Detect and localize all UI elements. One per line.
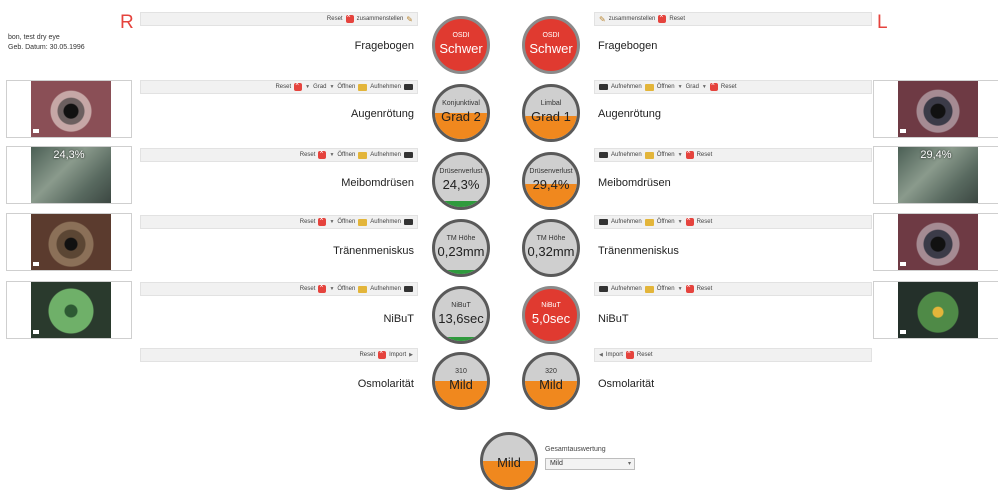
reset-icon[interactable]: [294, 83, 302, 91]
right-nibut-thumbnail[interactable]: [6, 281, 132, 339]
right-osmolarity-gauge[interactable]: [432, 352, 490, 410]
gauge-value: Schwer: [529, 41, 573, 56]
reset-link[interactable]: Reset: [669, 16, 686, 22]
left-meniscus-toolbar: [594, 215, 872, 229]
right-questionnaire-toolbar: [140, 12, 418, 26]
folder-icon[interactable]: [358, 219, 367, 226]
left-meniscus-gauge[interactable]: [522, 219, 580, 277]
open-link[interactable]: Öffnen: [656, 286, 675, 292]
left-meniscus-thumbnail[interactable]: [873, 213, 998, 271]
left-meibo-thumbnail[interactable]: [873, 146, 998, 204]
folder-icon[interactable]: [645, 286, 654, 293]
patient-name: bon, test dry eye: [8, 34, 60, 41]
capture-link[interactable]: Aufnehmen: [370, 84, 401, 90]
gauge-caption: TM Höhe: [446, 235, 476, 242]
reset-link[interactable]: Reset: [696, 152, 713, 158]
reset-icon[interactable]: [658, 15, 666, 23]
dropdown-icon[interactable]: ▼: [677, 152, 683, 158]
capture-link[interactable]: Aufnehmen: [370, 286, 401, 292]
arrow-right-icon[interactable]: ▶: [409, 352, 413, 358]
right-osmolarity-toolbar: [140, 348, 418, 362]
left-meibo-toolbar: [594, 148, 872, 162]
import-link[interactable]: Import: [389, 352, 407, 358]
row-label-meibo-left: Meibomdrüsen: [598, 177, 671, 189]
open-link[interactable]: Öffnen: [337, 84, 356, 90]
reset-link[interactable]: Reset: [636, 352, 653, 358]
gauge-value: 0,32mm: [527, 244, 575, 259]
right-eye-label: R: [120, 12, 134, 33]
gauge-caption: TM Höhe: [536, 235, 566, 242]
right-meniscus-toolbar: [140, 215, 418, 229]
open-link[interactable]: Öffnen: [337, 152, 356, 158]
row-label-osmolarity-right: Osmolarität: [357, 378, 414, 390]
row-label-meniscus-right: Tränenmeniskus: [333, 245, 414, 257]
row-label-meniscus-left: Tränenmeniskus: [598, 245, 679, 257]
row-label-nibut-left: NiBuT: [598, 313, 629, 325]
capture-link[interactable]: Aufnehmen: [611, 219, 642, 225]
reset-icon[interactable]: [378, 351, 386, 359]
overall-select-value: Mild: [550, 460, 563, 467]
right-redness-gauge[interactable]: [432, 84, 490, 142]
row-label-nibut-right: NiBuT: [383, 313, 414, 325]
gauge-value: 0,23mm: [437, 244, 485, 259]
gauge-fill: [435, 201, 487, 207]
gauge-value: Mild: [497, 455, 521, 470]
left-meibo-gauge[interactable]: [522, 152, 580, 210]
reset-link[interactable]: Reset: [326, 16, 343, 22]
gauge-value: Schwer: [439, 41, 483, 56]
chevron-down-icon: ▾: [627, 461, 631, 467]
folder-icon[interactable]: [358, 152, 367, 159]
gauge-caption: Limbal: [540, 100, 562, 107]
gauge-value: Mild: [539, 377, 563, 392]
compose-link[interactable]: zusammenstellen: [356, 16, 404, 22]
camera-icon[interactable]: [404, 286, 413, 292]
capture-link[interactable]: Aufnehmen: [611, 286, 642, 292]
reset-icon[interactable]: [318, 151, 326, 159]
left-redness-thumbnail[interactable]: [873, 80, 998, 138]
left-redness-gauge[interactable]: [522, 84, 580, 142]
reset-icon[interactable]: [710, 83, 718, 91]
gauge-value: Grad 1: [531, 109, 571, 124]
folder-icon[interactable]: [645, 152, 654, 159]
patient-birthdate: Geb. Datum: 30.05.1996: [8, 44, 85, 51]
row-label-questionnaire-left: Fragebogen: [598, 40, 658, 52]
gauge-fill: [435, 270, 487, 274]
dropdown-icon[interactable]: ▼: [329, 286, 335, 292]
capture-link[interactable]: Aufnehmen: [370, 219, 401, 225]
camera-icon[interactable]: [404, 219, 413, 225]
overall-gauge[interactable]: [480, 432, 538, 490]
dropdown-icon[interactable]: ▼: [329, 84, 335, 90]
open-link[interactable]: Öffnen: [337, 219, 356, 225]
camera-icon[interactable]: [404, 84, 413, 90]
gauge-caption: 320: [545, 368, 557, 375]
left-nibut-toolbar: [594, 282, 872, 296]
camera-icon[interactable]: [599, 84, 608, 90]
left-eye-label: L: [877, 12, 888, 33]
right-meibo-toolbar: [140, 148, 418, 162]
reset-link[interactable]: Reset: [696, 286, 713, 292]
right-osdi-gauge[interactable]: [432, 16, 490, 74]
row-label-redness-left: Augenrötung: [598, 108, 661, 120]
gauge-value: 29,4%: [532, 177, 570, 192]
capture-link[interactable]: Aufnehmen: [611, 84, 642, 90]
grade-link[interactable]: Grad: [685, 84, 699, 90]
right-nibut-toolbar: [140, 282, 418, 296]
camera-icon[interactable]: [599, 286, 608, 292]
reset-icon[interactable]: [686, 285, 694, 293]
left-meibo-badge: 29,4%: [920, 149, 952, 161]
folder-icon[interactable]: [645, 84, 654, 91]
left-redness-toolbar: [594, 80, 872, 94]
dropdown-icon[interactable]: ▼: [701, 84, 707, 90]
gauge-caption: Drüsenverlust: [439, 168, 483, 175]
open-link[interactable]: Öffnen: [656, 219, 675, 225]
camera-icon[interactable]: [599, 152, 608, 158]
row-label-redness-right: Augenrötung: [351, 108, 414, 120]
left-osmolarity-gauge[interactable]: [522, 352, 580, 410]
left-nibut-thumbnail[interactable]: [873, 281, 998, 339]
dropdown-icon[interactable]: ▼: [329, 152, 335, 158]
gauge-caption: 310: [455, 368, 467, 375]
right-redness-thumbnail[interactable]: [6, 80, 132, 138]
arrow-left-icon[interactable]: ◀: [599, 352, 603, 358]
right-nibut-gauge[interactable]: [432, 286, 490, 344]
grade-link[interactable]: Grad: [313, 84, 327, 90]
gauge-caption: Konjunktival: [442, 100, 480, 107]
reset-icon[interactable]: [626, 351, 634, 359]
camera-icon[interactable]: [404, 152, 413, 158]
row-label-questionnaire-right: Fragebogen: [354, 40, 414, 52]
folder-icon[interactable]: [358, 84, 367, 91]
folder-icon[interactable]: [358, 286, 367, 293]
reset-link[interactable]: Reset: [299, 219, 316, 225]
gauge-value: 13,6sec: [438, 311, 484, 326]
open-link[interactable]: Öffnen: [656, 84, 675, 90]
left-osdi-gauge[interactable]: [522, 16, 580, 74]
reset-icon[interactable]: [686, 151, 694, 159]
reset-icon[interactable]: [686, 218, 694, 226]
overall-select[interactable]: [545, 458, 635, 470]
reset-link[interactable]: Reset: [275, 84, 292, 90]
right-redness-toolbar: [140, 80, 418, 94]
gauge-value: Mild: [449, 377, 473, 392]
open-link[interactable]: Öffnen: [656, 152, 675, 158]
left-osmolarity-toolbar: [594, 348, 872, 362]
gauge-caption: Drüsenverlust: [529, 168, 573, 175]
left-questionnaire-toolbar: [594, 12, 872, 26]
dropdown-icon[interactable]: ▼: [305, 84, 311, 90]
right-meibo-badge: 24,3%: [53, 149, 85, 161]
compose-link[interactable]: zusammenstellen: [608, 16, 656, 22]
folder-icon[interactable]: [645, 219, 654, 226]
gauge-value: 5,0sec: [531, 311, 571, 326]
right-meniscus-thumbnail[interactable]: [6, 213, 132, 271]
right-meibo-gauge[interactable]: [432, 152, 490, 210]
gauge-fill: [435, 337, 487, 341]
gauge-caption: NiBuT: [541, 302, 561, 309]
left-nibut-gauge[interactable]: [522, 286, 580, 344]
dropdown-icon[interactable]: ▼: [677, 219, 683, 225]
reset-icon[interactable]: [318, 285, 326, 293]
capture-link[interactable]: Aufnehmen: [611, 152, 642, 158]
reset-link[interactable]: Reset: [299, 152, 316, 158]
row-label-meibo-right: Meibomdrüsen: [341, 177, 414, 189]
pencil-icon[interactable]: ✎: [599, 14, 606, 24]
open-link[interactable]: Öffnen: [337, 286, 356, 292]
reset-icon[interactable]: [318, 218, 326, 226]
row-label-osmolarity-left: Osmolarität: [598, 378, 655, 390]
import-link[interactable]: Import: [605, 352, 623, 358]
reset-link[interactable]: Reset: [359, 352, 376, 358]
gauge-value: 24,3%: [442, 177, 480, 192]
gauge-value: Grad 2: [441, 109, 481, 124]
right-meibo-thumbnail[interactable]: [6, 146, 132, 204]
gauge-caption: OSDI: [452, 32, 470, 39]
dropdown-icon[interactable]: ▼: [329, 219, 335, 225]
gauge-caption: NiBuT: [451, 302, 471, 309]
camera-icon[interactable]: [599, 219, 608, 225]
reset-link[interactable]: Reset: [299, 286, 316, 292]
gauge-caption: OSDI: [542, 32, 560, 39]
patient-info: [8, 33, 85, 53]
dropdown-icon[interactable]: ▼: [677, 286, 683, 292]
reset-link[interactable]: Reset: [720, 84, 737, 90]
right-meniscus-gauge[interactable]: [432, 219, 490, 277]
dropdown-icon[interactable]: ▼: [677, 84, 683, 90]
reset-link[interactable]: Reset: [696, 219, 713, 225]
reset-icon[interactable]: [346, 15, 354, 23]
capture-link[interactable]: Aufnehmen: [370, 152, 401, 158]
overall-label: Gesamtauswertung: [545, 446, 606, 453]
pencil-icon[interactable]: ✎: [406, 14, 413, 24]
